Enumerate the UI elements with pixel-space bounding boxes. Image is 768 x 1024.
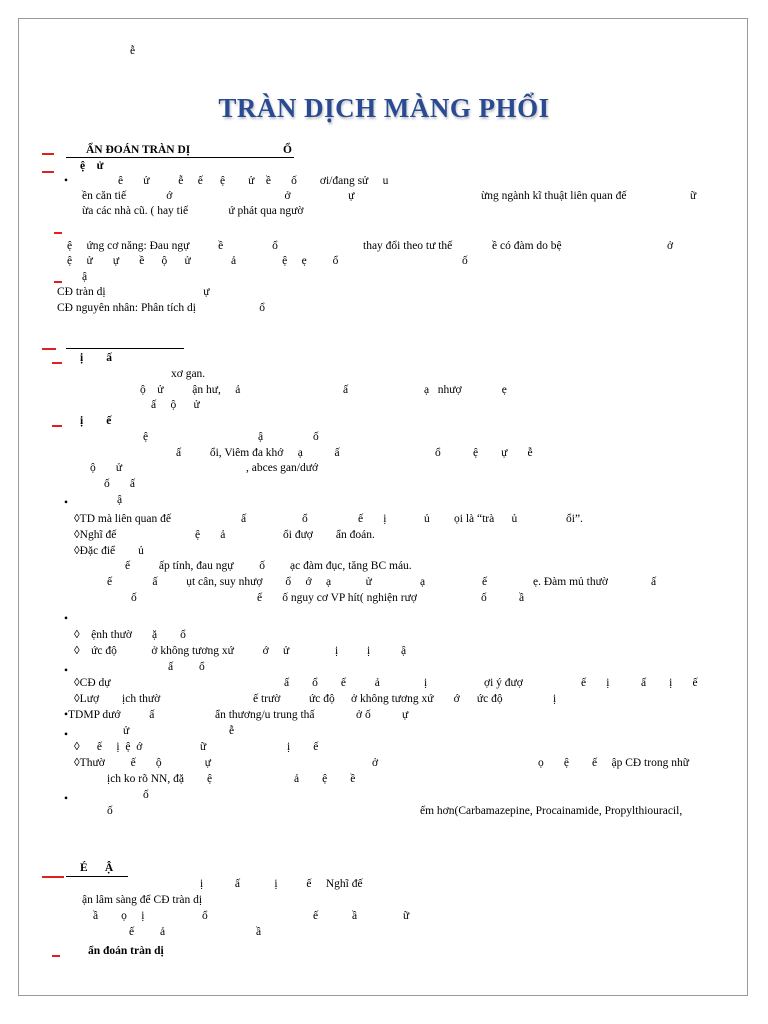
section3-last: ẩn đoán tràn dị <box>88 945 164 957</box>
text-line: ◊ ệnh thườ ặ ổ <box>74 629 186 641</box>
text-line: ị <box>424 677 428 689</box>
section1-sub1: ệ ử <box>80 160 104 172</box>
red-marker <box>52 362 62 364</box>
text-line: ◊Lượ ịch thườ <box>74 693 161 705</box>
bullet-dot: • <box>64 729 69 741</box>
text-line: ế ấp tính, đau ngự ố <box>125 560 266 572</box>
text-line: ấ ổ <box>168 661 205 673</box>
text-line: ệ <box>143 431 149 443</box>
red-marker <box>42 153 54 155</box>
text-line: ổ <box>435 447 441 459</box>
text-line: ế <box>313 910 319 922</box>
text-line: ậ <box>401 645 407 657</box>
red-marker <box>52 425 62 427</box>
text-line: ế trườ <box>253 693 281 705</box>
text-line: ủ <box>424 513 430 525</box>
section3-heading: É Ậ <box>80 862 114 874</box>
red-marker <box>42 171 54 173</box>
text-line: CĐ nguyên nhân: Phân tích dị ổ <box>57 302 265 314</box>
text-line: ầ <box>352 910 358 922</box>
text-line: ữ <box>403 910 410 922</box>
text-line: ầ ọ ị <box>93 910 145 922</box>
text-line: ố <box>481 592 487 604</box>
text-line: ầ <box>519 592 525 604</box>
text-line: ị ị <box>335 645 371 657</box>
text-line: ổ <box>202 910 208 922</box>
text-line: •TDMP dướ ấ <box>64 709 155 721</box>
text-line: ền căn tiế ớ ở ự <box>82 190 355 202</box>
text-line: ế ố nguy cơ VP hít( nghiện rượ <box>257 592 417 604</box>
text-line: ở không tương xứ ớ ức độ <box>351 693 503 705</box>
text-line: ệ ử ự ề ộ ử ả ệ ẹ ổ <box>67 255 339 267</box>
red-marker <box>52 955 60 957</box>
text-line: ở ố <box>356 709 371 721</box>
text-line: ê ử ễ ế ệ ử ề ố ơi/đang sử u <box>118 175 389 187</box>
text-line: , abces gan/dướ <box>246 462 319 474</box>
text-line: ử <box>123 725 130 737</box>
text-line: ầ <box>256 926 262 938</box>
red-marker <box>54 281 62 283</box>
text-line: ậ <box>82 271 88 283</box>
text-line: ố <box>107 805 113 817</box>
text-line: ấ <box>651 576 657 588</box>
text-line: ấ <box>241 513 247 525</box>
text-line: ức độ <box>309 693 335 705</box>
text-line: ở <box>667 240 674 252</box>
text-line: ấ <box>343 384 349 396</box>
text-line: ợi ý đượ <box>484 677 523 689</box>
section2-sub1: ị ấ <box>80 352 112 364</box>
text-line: ậ <box>117 494 123 506</box>
text-line: ế ị ấ ị ế <box>581 677 698 689</box>
text-line: ổi đượ ẩn đoán. <box>283 529 375 541</box>
text-line: ◊Đặc điể ủ <box>74 545 144 557</box>
text-line: ẩn thương/u trung thấ <box>215 709 315 721</box>
text-line: CĐ tràn dị ự <box>57 286 210 298</box>
text-line: ộ ử <box>90 462 123 474</box>
text-line: ị ế <box>287 741 319 753</box>
bullet-dot: • <box>64 175 69 187</box>
text-line: ệ ả <box>195 529 226 541</box>
text-line: ừa các nhà cũ. ( hay tiế ứ phát qua ngườ <box>82 205 304 217</box>
text-line: ở <box>372 757 379 769</box>
text-line: ổi”. <box>566 513 583 525</box>
text-line: ố <box>143 789 149 801</box>
text-line: ố <box>131 592 137 604</box>
text-line: ệ ự ễ <box>473 447 533 459</box>
text-line: ◊TD mà liên quan đế <box>74 513 172 525</box>
heading-underline <box>66 157 294 158</box>
text-line: xơ gan. <box>171 368 206 380</box>
text-line: ố <box>313 431 319 443</box>
red-marker <box>42 876 64 878</box>
header-fragment: ễ <box>130 45 136 57</box>
section2-sub2: ị ế <box>80 415 112 427</box>
text-line: ế ị <box>358 513 387 525</box>
text-line: ổ <box>302 513 308 525</box>
text-line: ễ <box>229 725 235 737</box>
text-line: ấ ổi, Viêm đa khớ ạ ấ <box>176 447 340 459</box>
text-line: ừng ngành kĩ thuật liên quan đế <box>481 190 627 202</box>
bullet-dot: • <box>64 665 69 677</box>
text-line: ề có đàm do bệ <box>492 240 562 252</box>
bullet-dot: • <box>64 497 69 509</box>
heading-underline <box>66 348 184 349</box>
text-line: ◊Thườ ế ộ ự <box>74 757 211 769</box>
text-line: thay đổi theo tư thế <box>363 240 453 252</box>
text-line: ị ấ ị ế Nghĩ đế <box>200 878 363 890</box>
text-line: ẹ. Đàm mủ thườ <box>533 576 608 588</box>
text-line: ◊Nghĩ đế <box>74 529 117 541</box>
text-line: ệ ứng cơ năng: Đau ngự ề ổ <box>67 240 278 252</box>
text-line: ấ ộ ử <box>151 399 200 411</box>
section1-heading-end: Ổ <box>283 144 292 156</box>
text-line: ố ấ <box>104 478 135 490</box>
text-line: ấ ổ ế ả <box>284 677 380 689</box>
text-line: ự <box>402 709 409 721</box>
text-line: ịch ko rõ NN, đặ ệ <box>107 773 213 785</box>
page-title: TRÀN DỊCH MÀNG PHỔI <box>218 93 550 123</box>
red-marker <box>42 348 56 350</box>
text-line: ậ <box>258 431 264 443</box>
text-line: ữ <box>200 741 207 753</box>
text-line: ế <box>482 576 488 588</box>
text-line: ữ <box>690 190 697 202</box>
text-line: ◊ ế ị ệ ớ <box>74 741 143 753</box>
red-marker <box>54 232 62 234</box>
text-line: ế ả <box>129 926 166 938</box>
text-line: ạ nhượ ẹ <box>424 384 507 396</box>
text-line: ◊ ức độ ở không tương xứ ớ ử <box>74 645 290 657</box>
text-line: ế ấ ụt cân, suy nhượ ổ ớ ạ ử <box>107 576 372 588</box>
text-line: ọ ệ ế ập CĐ trong nhữ <box>538 757 689 769</box>
text-line: ị <box>553 693 557 705</box>
text-line: ận lâm sàng để CĐ tràn dị <box>82 894 203 906</box>
text-line: ạ <box>420 576 426 588</box>
page-border <box>18 18 748 996</box>
text-line: ạc đàm đục, tăng BC máu. <box>290 560 412 572</box>
text-line: ếm hơn(Carbamazepine, Procainamide, Propylthiouracil, <box>420 805 683 817</box>
text-line: ◊CĐ dự <box>74 677 111 689</box>
bullet-dot: • <box>64 613 69 625</box>
text-line: ọi là “trà ủ <box>454 513 518 525</box>
text-line: ả ệ ề <box>294 773 356 785</box>
text-line: ộ ử ận hư, ả <box>140 384 241 396</box>
text-line: ố <box>462 255 468 267</box>
bullet-dot: • <box>64 793 69 805</box>
section1-heading: ẨN ĐOÁN TRÀN DỊ <box>86 144 191 156</box>
heading-underline <box>66 876 128 877</box>
